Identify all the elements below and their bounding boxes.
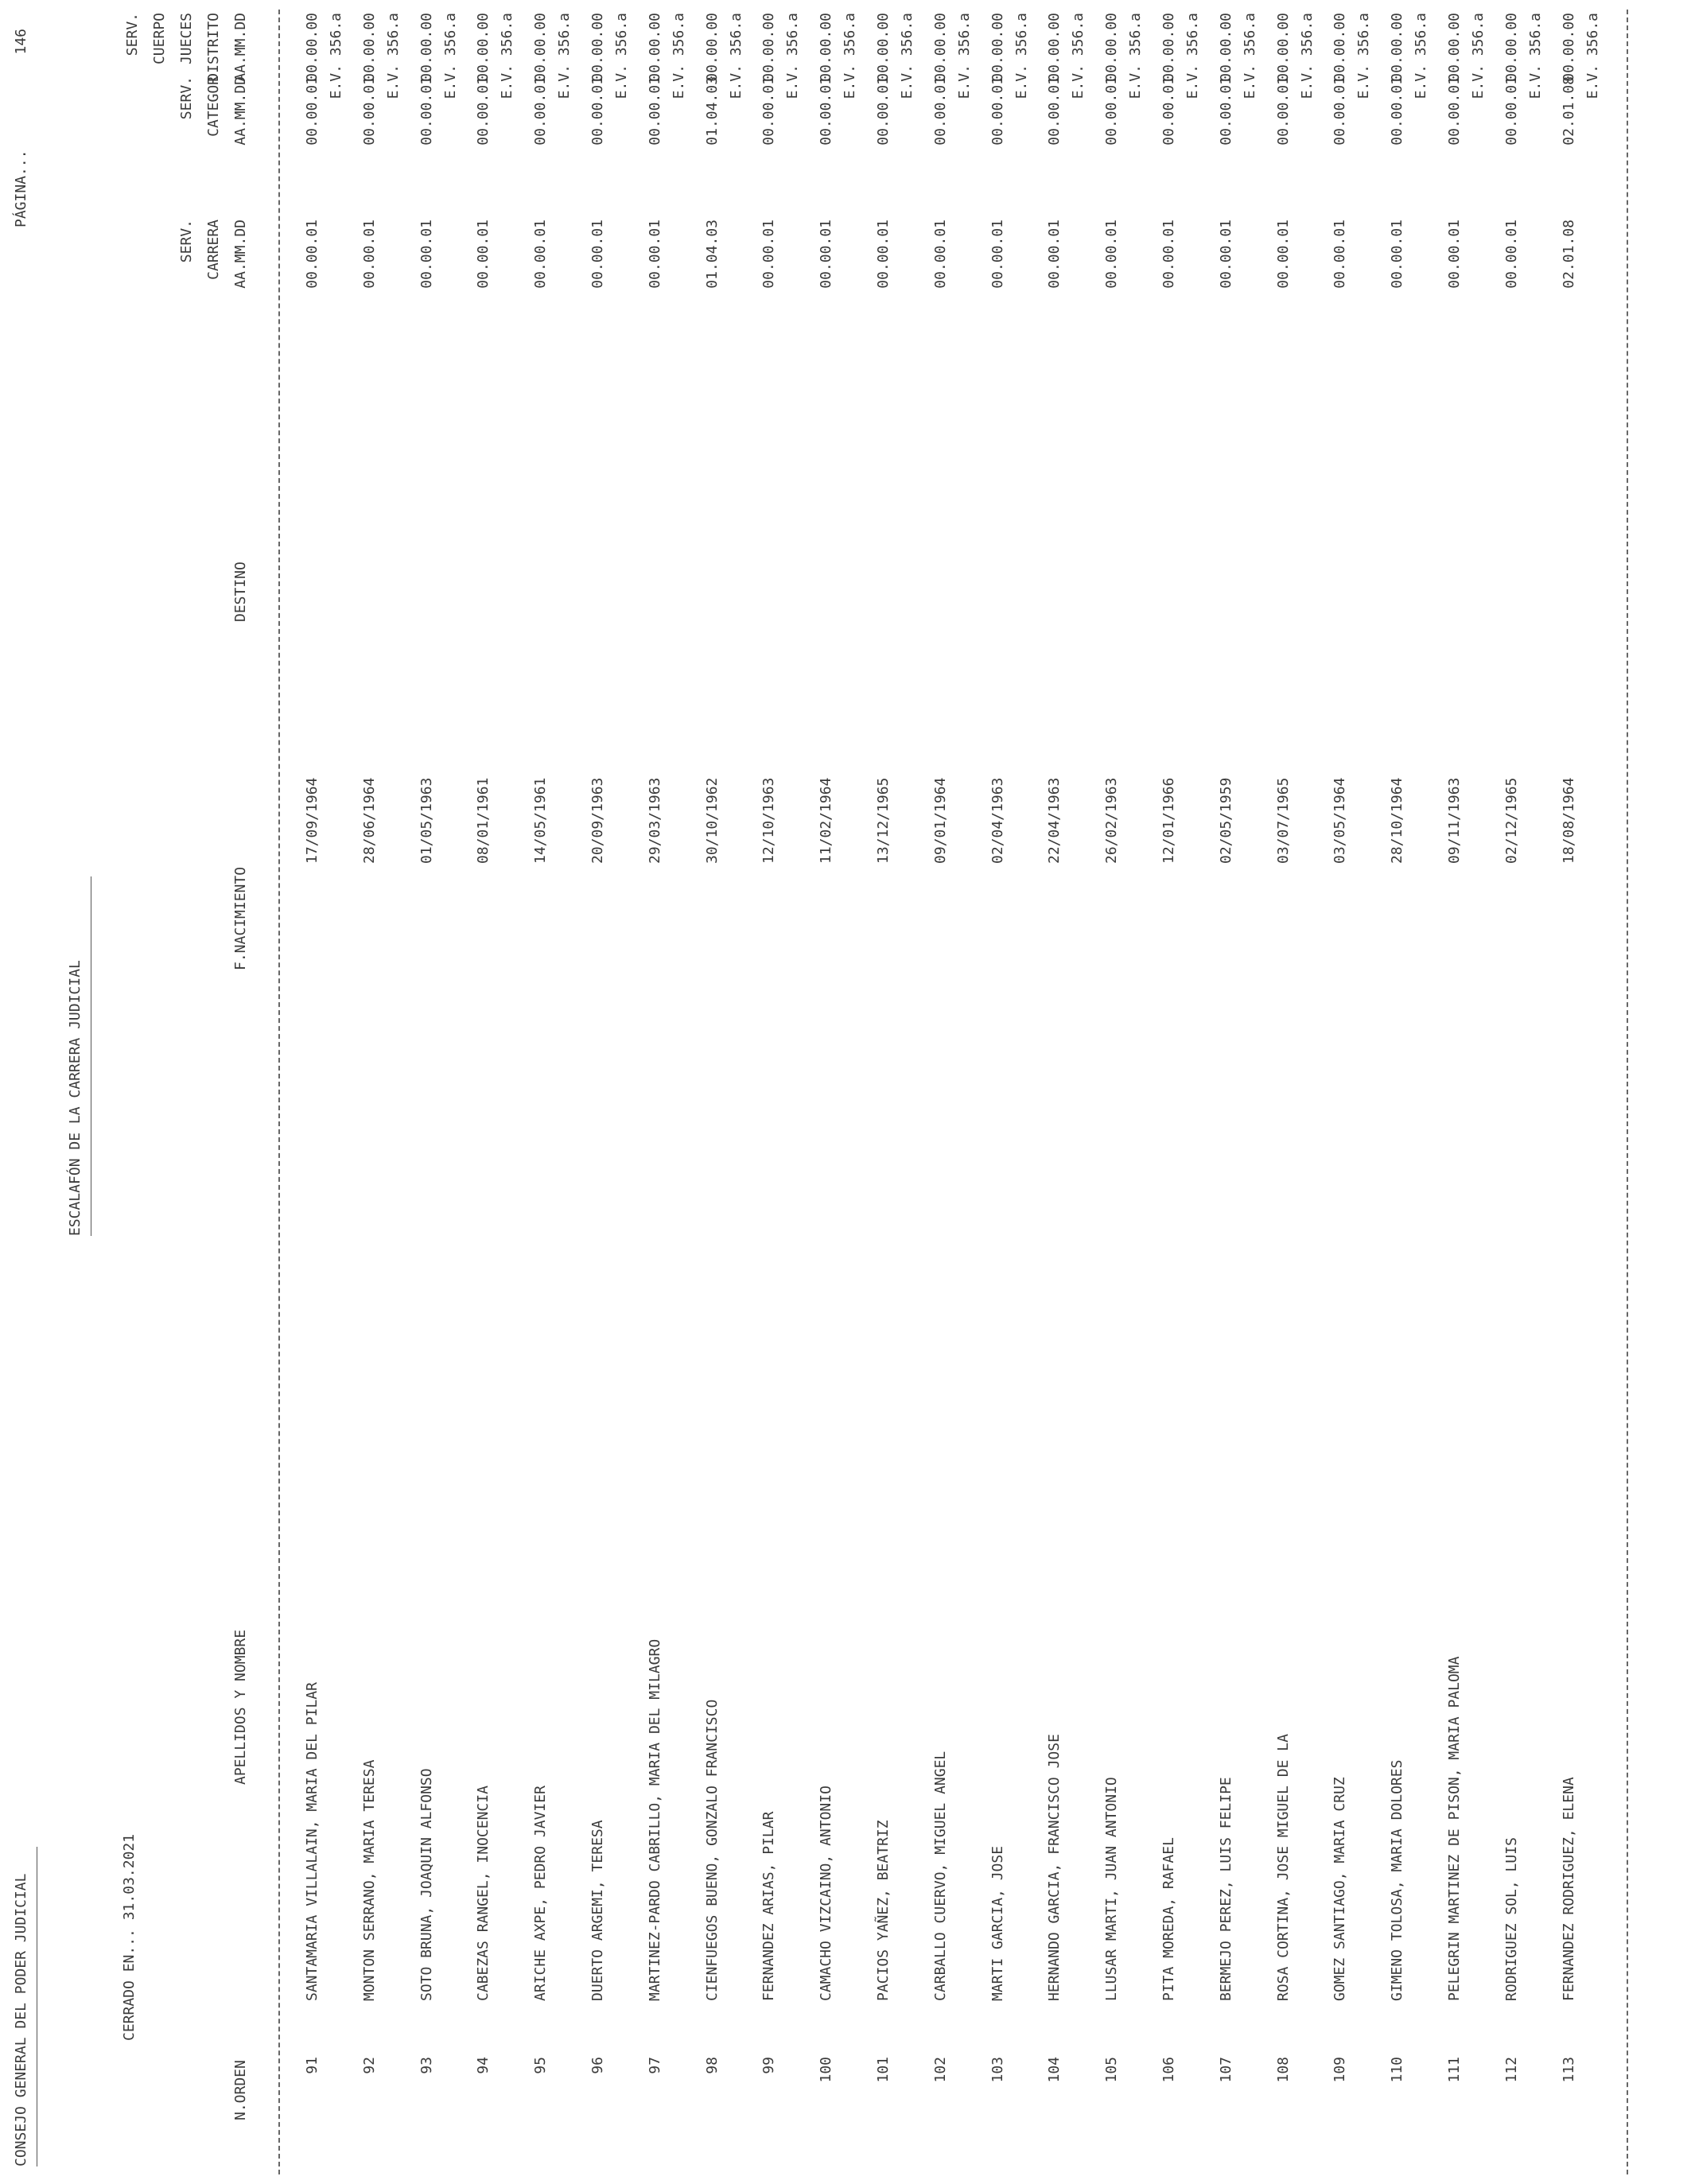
- table-row: [1502, 0, 1562, 2184]
- header-categoria-line2: CATEGOR: [205, 76, 222, 137]
- birth-date: 20/09/1963: [589, 777, 606, 864]
- legal-note: E.V. 356.a: [1470, 13, 1487, 99]
- serv-cuerpo: 00.00.00: [304, 13, 321, 82]
- serv-categoria: 00.00.01: [532, 76, 550, 146]
- serv-cuerpo: 00.00.00: [1389, 13, 1406, 82]
- serv-carrera: 00.00.01: [304, 220, 321, 289]
- order-number: 91: [304, 2057, 321, 2074]
- birth-date: 02/05/1959: [1217, 777, 1234, 864]
- serv-cuerpo: 00.00.00: [703, 13, 721, 82]
- legal-note: E.V. 356.a: [1413, 13, 1430, 99]
- header-destino: DESTINO: [232, 562, 249, 622]
- full-name: LLUSAR MARTI, JUAN ANTONIO: [1103, 1777, 1121, 2001]
- table-row: [591, 0, 648, 2184]
- serv-categoria: 00.00.01: [1389, 76, 1406, 146]
- closed-date: CERRADO EN... 31.03.2021: [121, 1833, 138, 2041]
- full-name: DUERTO ARGEMI, TERESA: [589, 1820, 606, 2001]
- order-number: 109: [1331, 2057, 1349, 2083]
- legal-note: E.V. 356.a: [842, 13, 859, 99]
- table-row: [420, 0, 477, 2184]
- full-name: SOTO BRUNA, JOAQUIN ALFONSO: [418, 1768, 435, 2001]
- legal-note: E.V. 356.a: [727, 13, 744, 99]
- serv-categoria: 00.00.01: [1331, 76, 1349, 146]
- table-row: [1562, 0, 1619, 2184]
- serv-cuerpo: 00.00.00: [875, 13, 892, 82]
- order-number: 100: [818, 2057, 835, 2083]
- birth-date: 02/04/1963: [989, 777, 1006, 864]
- table-row: [1448, 0, 1505, 2184]
- order-number: 98: [703, 2057, 721, 2074]
- full-name: CIENFUEGOS BUENO, GONZALO FRANCISCO: [703, 1699, 721, 2001]
- serv-carrera: 00.00.01: [1389, 220, 1406, 289]
- serv-cuerpo: 00.00.00: [646, 13, 663, 82]
- birth-date: 08/01/1961: [475, 777, 492, 864]
- serv-cuerpo: 00.00.00: [1274, 13, 1292, 82]
- table-row: [1105, 0, 1162, 2184]
- table-row: [991, 0, 1048, 2184]
- header-separator: [278, 10, 280, 2174]
- order-number: 92: [360, 2057, 378, 2074]
- order-number: 105: [1103, 2057, 1121, 2083]
- table-row: [703, 0, 763, 2184]
- serv-categoria: 00.00.01: [1217, 76, 1234, 146]
- legal-note: E.V. 356.a: [1526, 13, 1544, 99]
- full-name: FERNANDEZ RODRIGUEZ, ELENA: [1560, 1777, 1577, 2001]
- serv-cuerpo: 00.00.00: [989, 13, 1006, 82]
- order-number: 106: [1160, 2057, 1177, 2083]
- legal-note: E.V. 356.a: [670, 13, 687, 99]
- serv-categoria: 00.00.01: [360, 76, 378, 146]
- legal-note: E.V. 356.a: [441, 13, 459, 99]
- table-row: [931, 0, 991, 2184]
- serv-carrera: 02.01.08: [1560, 220, 1577, 289]
- page-number: 146: [13, 29, 29, 55]
- legal-note: E.V. 356.a: [499, 13, 516, 99]
- header-cuerpo-line5: AA.MM.DD: [232, 13, 249, 82]
- table-row: [762, 0, 819, 2184]
- footer-separator: [1627, 10, 1628, 2174]
- birth-date: 18/08/1964: [1560, 777, 1577, 864]
- header-cuerpo-line1: SERV.: [124, 13, 141, 56]
- birth-date: 12/01/1966: [1160, 777, 1177, 864]
- table-row: [360, 0, 420, 2184]
- table-row: [648, 0, 706, 2184]
- serv-carrera: 00.00.01: [1274, 220, 1292, 289]
- full-name: CAMACHO VIZCAINO, ANTONIO: [818, 1786, 835, 2001]
- header-cuerpo-line3: JUECES: [178, 13, 195, 65]
- table-row: [305, 0, 363, 2184]
- serv-categoria: 00.00.01: [418, 76, 435, 146]
- order-number: 104: [1046, 2057, 1063, 2083]
- legal-note: E.V. 356.a: [328, 13, 344, 99]
- birth-date: 03/07/1965: [1274, 777, 1292, 864]
- serv-categoria: 00.00.01: [304, 76, 321, 146]
- serv-categoria: 00.00.01: [931, 76, 949, 146]
- serv-carrera: 00.00.01: [1331, 220, 1349, 289]
- legal-note: E.V. 356.a: [1298, 13, 1316, 99]
- serv-cuerpo: 00.00.00: [475, 13, 492, 82]
- serv-cuerpo: 00.00.00: [589, 13, 606, 82]
- table-row: [1219, 0, 1277, 2184]
- legal-note: E.V. 356.a: [613, 13, 630, 99]
- order-number: 108: [1274, 2057, 1292, 2083]
- legal-note: E.V. 356.a: [1241, 13, 1258, 99]
- serv-categoria: 00.00.01: [646, 76, 663, 146]
- serv-carrera: 00.00.01: [475, 220, 492, 289]
- legal-note: E.V. 356.a: [556, 13, 573, 99]
- table-row: [534, 0, 591, 2184]
- serv-carrera: 00.00.01: [1446, 220, 1463, 289]
- full-name: ROSA CORTINA, JOSE MIGUEL DE LA: [1274, 1734, 1292, 2001]
- page-label: PÁGINA...: [13, 150, 29, 227]
- birth-date: 28/06/1964: [360, 777, 378, 864]
- serv-carrera: 00.00.01: [1502, 220, 1520, 289]
- order-number: 107: [1217, 2057, 1234, 2083]
- serv-categoria: 00.00.01: [1103, 76, 1121, 146]
- serv-categoria: 00.00.01: [1160, 76, 1177, 146]
- header-carrera-line1: SERV.: [178, 220, 195, 263]
- full-name: CARBALLO CUERVO, MIGUEL ANGEL: [931, 1751, 949, 2001]
- serv-carrera: 00.00.01: [760, 220, 778, 289]
- serv-categoria: 00.00.01: [875, 76, 892, 146]
- order-number: 103: [989, 2057, 1006, 2083]
- serv-cuerpo: 00.00.00: [1046, 13, 1063, 82]
- serv-categoria: 00.00.01: [1274, 76, 1292, 146]
- full-name: MARTI GARCIA, JOSE: [989, 1845, 1006, 2001]
- full-name: RODRIGUEZ SOL, LUIS: [1502, 1837, 1520, 2001]
- full-name: GIMENO TOLOSA, MARIA DOLORES: [1389, 1759, 1406, 2001]
- serv-categoria: 00.00.01: [1046, 76, 1063, 146]
- serv-carrera: 00.00.01: [589, 220, 606, 289]
- serv-carrera: 00.00.01: [875, 220, 892, 289]
- organization-name: CONSEJO GENERAL DEL PODER JUDICIAL: [13, 1873, 29, 2167]
- serv-carrera: 00.00.01: [818, 220, 835, 289]
- table-row: [1048, 0, 1105, 2184]
- serv-carrera: 00.00.01: [931, 220, 949, 289]
- birth-date: 17/09/1964: [304, 777, 321, 864]
- full-name: MARTINEZ-PARDO CABRILLO, MARIA DEL MILAGRO: [646, 1638, 663, 2001]
- serv-cuerpo: 00.00.00: [418, 13, 435, 82]
- order-number: 101: [875, 2057, 892, 2083]
- full-name: PELEGRIN MARTINEZ DE PISON, MARIA PALOMA: [1446, 1656, 1463, 2001]
- serv-carrera: 00.00.01: [989, 220, 1006, 289]
- serv-cuerpo: 00.00.00: [360, 13, 378, 82]
- table-row: [1274, 0, 1334, 2184]
- header-orden: N.ORDEN: [232, 2060, 249, 2120]
- birth-date: 03/05/1964: [1331, 777, 1349, 864]
- order-number: 99: [760, 2057, 778, 2074]
- serv-carrera: 00.00.01: [532, 220, 550, 289]
- order-number: 113: [1560, 2057, 1577, 2083]
- birth-date: 29/03/1963: [646, 777, 663, 864]
- legal-note: E.V. 356.a: [899, 13, 915, 99]
- full-name: ARICHE AXPE, PEDRO JAVIER: [532, 1786, 550, 2001]
- legal-note: E.V. 356.a: [784, 13, 802, 99]
- full-name: HERNANDO GARCIA, FRANCISCO JOSE: [1046, 1734, 1063, 2001]
- birth-date: 11/02/1964: [818, 777, 835, 864]
- serv-categoria: 02.01.08: [1560, 76, 1577, 146]
- order-number: 95: [532, 2057, 550, 2074]
- header-nacimiento: F.NACIMIENTO: [232, 866, 249, 970]
- full-name: GOMEZ SANTIAGO, MARIA CRUZ: [1331, 1777, 1349, 2001]
- serv-cuerpo: 00.00.00: [1160, 13, 1177, 82]
- serv-carrera: 01.04.03: [703, 220, 721, 289]
- full-name: MONTON SERRANO, MARIA TERESA: [360, 1759, 378, 2001]
- serv-carrera: 00.00.01: [418, 220, 435, 289]
- legal-note: E.V. 356.a: [384, 13, 402, 99]
- birth-date: 30/10/1962: [703, 777, 721, 864]
- legal-note: E.V. 356.a: [1184, 13, 1201, 99]
- order-number: 96: [589, 2057, 606, 2074]
- header-cuerpo-line2: CUERPO: [151, 13, 168, 65]
- serv-categoria: 01.04.03: [703, 76, 721, 146]
- serv-carrera: 00.00.01: [1046, 220, 1063, 289]
- birth-date: 02/12/1965: [1502, 777, 1520, 864]
- serv-categoria: 00.00.01: [1502, 76, 1520, 146]
- birth-date: 13/12/1965: [875, 777, 892, 864]
- table-row: [1162, 0, 1219, 2184]
- serv-categoria: 00.00.01: [760, 76, 778, 146]
- legal-note: E.V. 356.a: [1013, 13, 1030, 99]
- serv-categoria: 00.00.01: [589, 76, 606, 146]
- serv-carrera: 00.00.01: [646, 220, 663, 289]
- table-row: [1390, 0, 1448, 2184]
- header-nombre: APELLIDOS Y NOMBRE: [232, 1629, 249, 1785]
- birth-date: 28/10/1964: [1389, 777, 1406, 864]
- full-name: CABEZAS RANGEL, INOCENCIA: [475, 1786, 492, 2001]
- birth-date: 12/10/1963: [760, 777, 778, 864]
- order-number: 94: [475, 2057, 492, 2074]
- header-carrera-line2: CARRERA: [205, 220, 222, 280]
- order-number: 112: [1502, 2057, 1520, 2083]
- header-categoria-line1: SERV.: [178, 76, 195, 120]
- full-name: SANTAMARIA VILLALAIN, MARIA DEL PILAR: [304, 1682, 321, 2001]
- serv-carrera: 00.00.01: [360, 220, 378, 289]
- full-name: FERNANDEZ ARIAS, PILAR: [760, 1811, 778, 2001]
- header-cuerpo-line4: DISTRITO: [205, 13, 222, 82]
- legal-note: E.V. 356.a: [1127, 13, 1145, 99]
- birth-date: 26/02/1963: [1103, 777, 1121, 864]
- table-row: [877, 0, 934, 2184]
- serv-cuerpo: 00.00.00: [931, 13, 949, 82]
- document-title: ESCALAFÓN DE LA CARRERA JUDICIAL: [67, 960, 84, 1236]
- order-number: 102: [931, 2057, 949, 2083]
- table-row: [476, 0, 534, 2184]
- birth-date: 09/01/1964: [931, 777, 949, 864]
- full-name: PITA MOREDA, RAFAEL: [1160, 1837, 1177, 2001]
- header-categoria-line3: AA.MM.DD: [232, 76, 249, 146]
- serv-cuerpo: 00.00.00: [1217, 13, 1234, 82]
- order-number: 97: [646, 2057, 663, 2074]
- serv-cuerpo: 00.00.00: [1502, 13, 1520, 82]
- legal-note: E.V. 356.a: [1355, 13, 1373, 99]
- full-name: BERMEJO PEREZ, LUIS FELIPE: [1217, 1777, 1234, 2001]
- order-number: 110: [1389, 2057, 1406, 2083]
- serv-cuerpo: 00.00.00: [1331, 13, 1349, 82]
- serv-cuerpo: 00.00.00: [532, 13, 550, 82]
- serv-cuerpo: 00.00.00: [1446, 13, 1463, 82]
- order-number: 93: [418, 2057, 435, 2074]
- serv-categoria: 00.00.01: [1446, 76, 1463, 146]
- table-row: [819, 0, 877, 2184]
- serv-cuerpo: 00.00.00: [1103, 13, 1121, 82]
- order-number: 111: [1446, 2057, 1463, 2083]
- serv-categoria: 00.00.01: [989, 76, 1006, 146]
- header-carrera-line3: AA.MM.DD: [232, 220, 249, 289]
- birth-date: 14/05/1961: [532, 777, 550, 864]
- serv-cuerpo: 00.00.00: [818, 13, 835, 82]
- birth-date: 09/11/1963: [1446, 777, 1463, 864]
- serv-cuerpo: 00.00.00: [760, 13, 778, 82]
- serv-carrera: 00.00.01: [1217, 220, 1234, 289]
- legal-note: E.V. 356.a: [1070, 13, 1087, 99]
- serv-carrera: 00.00.01: [1103, 220, 1121, 289]
- serv-categoria: 00.00.01: [475, 76, 492, 146]
- table-row: [1333, 0, 1390, 2184]
- serv-cuerpo: 00.00.00: [1560, 13, 1577, 82]
- legal-note: E.V. 356.a: [1584, 13, 1601, 99]
- birth-date: 01/05/1963: [418, 777, 435, 864]
- birth-date: 22/04/1963: [1046, 777, 1063, 864]
- legal-note: E.V. 356.a: [955, 13, 973, 99]
- full-name: PACIOS YAÑEZ, BEATRIZ: [875, 1820, 892, 2001]
- serv-categoria: 00.00.01: [818, 76, 835, 146]
- serv-carrera: 00.00.01: [1160, 220, 1177, 289]
